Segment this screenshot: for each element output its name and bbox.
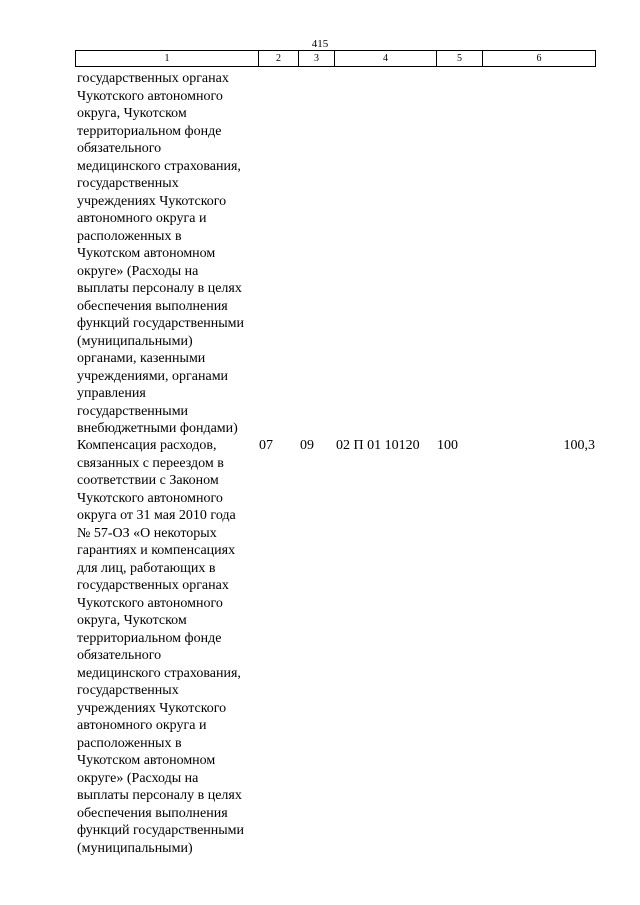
header-col-1: 1 [76,51,259,67]
row-description: Компенсация расходов, связанных с переездом в соответствии с Законом Чукотского автономного округа от 31 мая 2010 года № 57-ОЗ «О некоторых гарантиях и компенсациях для лиц, работающих в государственных органах Чукотского автономного округа, Чукотском территориальном фонде обязательного медицинского страхования, государственных учреждениях Чукотского автономного округа и расположенных в Чукотском автономном округе» (Расходы на выплаты персоналу в целях обеспечения выполнения функций государственными (муниципальными) [77,438,245,856]
row-amount: 100,3 [563,438,595,453]
row-description: государственных органах Чукотского автономного округа, Чукотском территориальном фонде обязательного медицинского страхования, государственных учреждениях Чукотского автономного округа и расположенных в Чукотском автономном округе» (Расходы на выплаты персоналу в целях обеспечения выполнения функций государственными (муниципальными) органами, казенными учреждениями, органами управления государственными внебюджетными фондами) [77,71,245,436]
header-col-2: 2 [259,51,299,67]
row-subsection: 09 [300,438,314,453]
header-col-3: 3 [299,51,335,67]
header-col-4: 4 [335,51,437,67]
row-expense-type: 100 [437,438,458,453]
page-number: 415 [311,38,329,50]
header-col-5: 5 [437,51,483,67]
row-section: 07 [259,438,273,453]
row-target-code: 02 П 01 10120 [336,438,420,453]
table-header [75,50,596,67]
header-col-6: 6 [483,51,596,67]
